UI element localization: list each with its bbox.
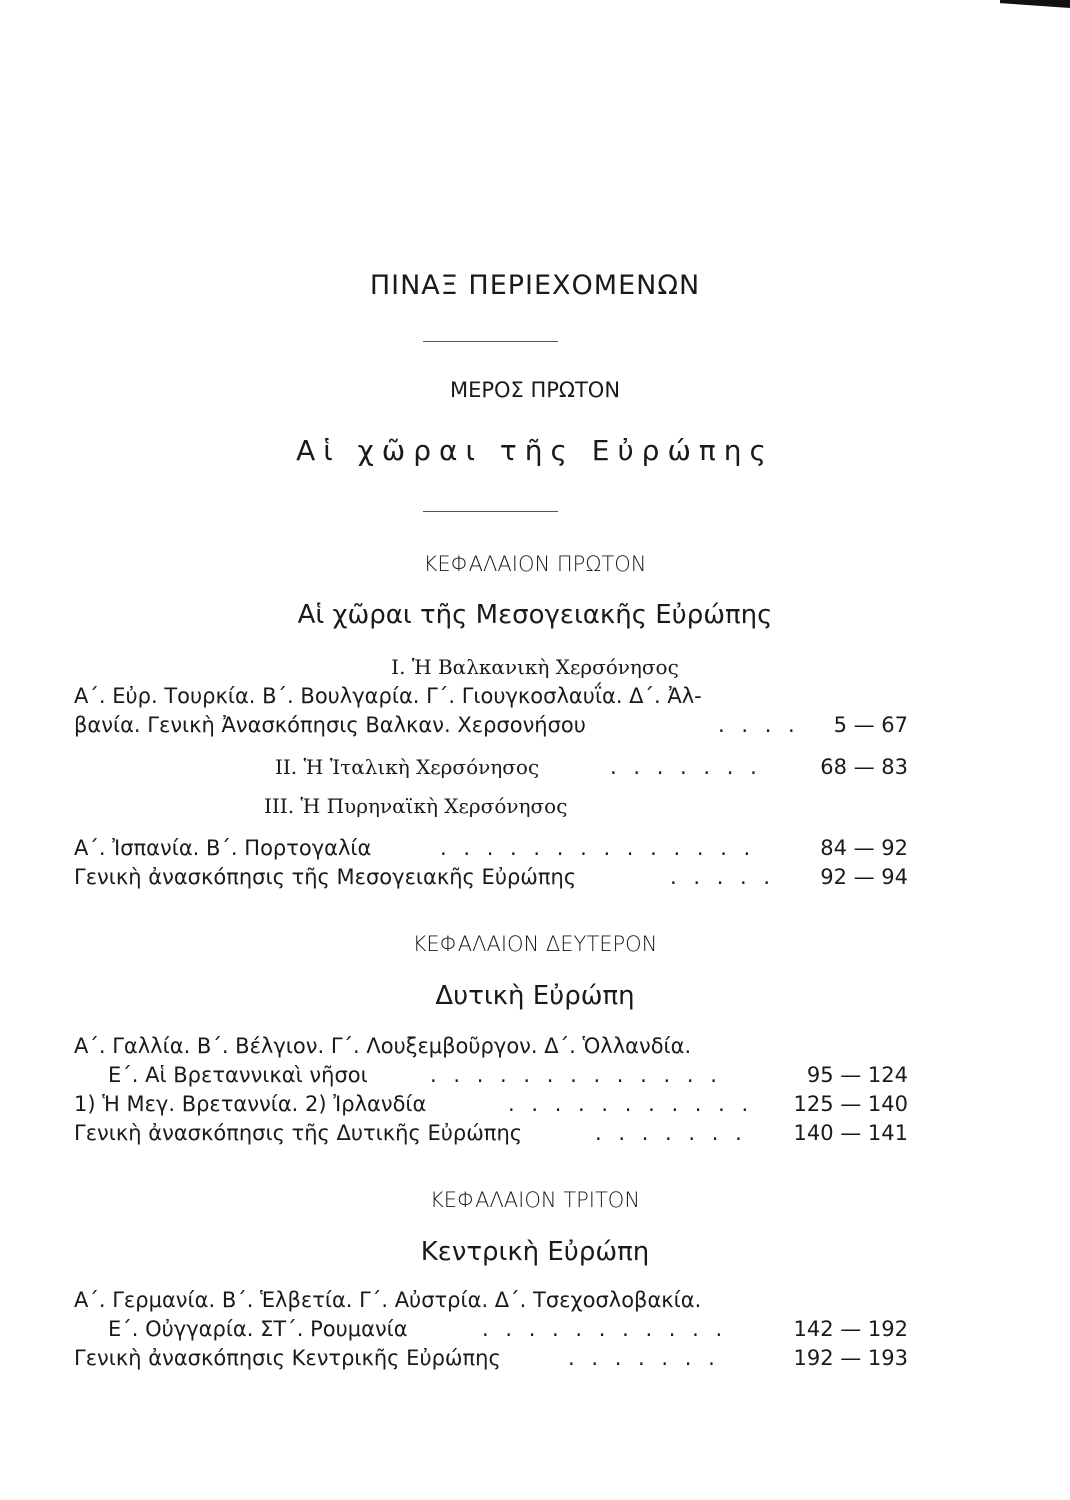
leader-dots: . . . . . . . [595,1121,747,1145]
toc-entry-text: Α΄. Γαλλία. Β΄. Βέλγιον. Γ΄. Λουξεμβοῦργον. Δ΄. Ὁλλανδία. [74,1034,692,1058]
divider [423,511,558,512]
page-title: ΠΙΝΑΞ ΠΕΡΙΕΧΟΜΕΝΩΝ [369,270,701,301]
toc-entry-text: Ε΄. Αἱ Βρεταννικαὶ νῆσοι [108,1063,368,1087]
toc-entry-text: 1) Ἡ Μεγ. Βρεταννία. 2) Ἰρλανδία [74,1092,427,1116]
leader-dots: . . . . . . . . . . . . . [430,1063,722,1087]
section-heading: II. Ἡ Ἰταλικὴ Χερσόνησος [275,755,540,779]
page-range: 95 — 124 [806,1063,908,1087]
scan-edge-mark [1000,0,1070,8]
toc-entry-text: Α΄. Γερμανία. Β΄. Ἑλβετία. Γ΄. Αὐστρία. Δ΄. Τσεχοσλοβακία. [74,1288,702,1312]
page-range: 68 — 83 [820,755,908,779]
leader-dots: . . . . [718,713,800,737]
page-range: 92 — 94 [820,865,908,889]
divider [423,341,558,342]
toc-entry-text: Ε΄. Οὐγγαρία. ΣΤ΄. Ρουμανία [108,1317,408,1341]
page-range: 140 — 141 [793,1121,908,1145]
leader-dots: . . . . . [670,865,776,889]
page-range: 84 — 92 [820,836,908,860]
section-heading: I. Ἡ Βαλκανικὴ Χερσόνησος [391,655,679,679]
part-label: ΜΕΡΟΣ ΠΡΩΤΟΝ [449,378,621,402]
chapter-2-label: ΚΕΦΑΛΑΙΟΝ ΔΕΥΤΕΡΟΝ [412,932,658,956]
toc-entry-text: Γενικὴ ἀνασκόπησις τῆς Μεσογειακῆς Εὐρώπης [74,865,577,889]
chapter-3-label: ΚΕΦΑΛΑΙΟΝ ΤΡΙΤΟΝ [429,1188,641,1212]
page-range: 142 — 192 [793,1317,908,1341]
leader-dots: . . . . . . . . . . . [482,1317,728,1341]
leader-dots: . . . . . . . [568,1346,720,1370]
toc-entry-text: Α΄. Ἰσπανία. Β΄. Πορτογαλία [74,836,372,860]
part-subtitle: Αἱ χῶραι τῆς Εὐρώπης [296,434,774,467]
leader-dots: . . . . . . . . . . . . . . [440,836,756,860]
section-heading: III. Ἡ Πυρηναϊκὴ Χερσόνησος [264,794,568,818]
toc-entry-text: Α΄. Εὐρ. Τουρκία. Β΄. Βουλγαρία. Γ΄. Γιουγκοσλαυΐα. Δ΄. Ἀλ- [74,684,702,708]
page-range: 192 — 193 [793,1346,908,1370]
chapter-2-title: Δυτικὴ Εὐρώπη [435,981,635,1011]
leader-dots: . . . . . . . [610,755,762,779]
toc-entry-text: βανία. Γενικὴ Ἀνασκόπησις Βαλκαν. Χερσονήσου [74,713,586,737]
toc-entry-text: Γενικὴ ἀνασκόπησις τῆς Δυτικῆς Εὐρώπης [74,1121,523,1145]
chapter-1-title: Αἱ χῶραι τῆς Μεσογειακῆς Εὐρώπης [297,600,773,630]
page-range: 5 — 67 [833,713,908,737]
page-range: 125 — 140 [793,1092,908,1116]
leader-dots: . . . . . . . . . . . [508,1092,754,1116]
chapter-3-title: Κεντρικὴ Εὐρώπη [420,1237,650,1267]
toc-entry-text: Γενικὴ ἀνασκόπησις Κεντρικῆς Εὐρώπης [74,1346,501,1370]
chapter-1-label: ΚΕΦΑΛΑΙΟΝ ΠΡΩΤΟΝ [423,552,647,576]
